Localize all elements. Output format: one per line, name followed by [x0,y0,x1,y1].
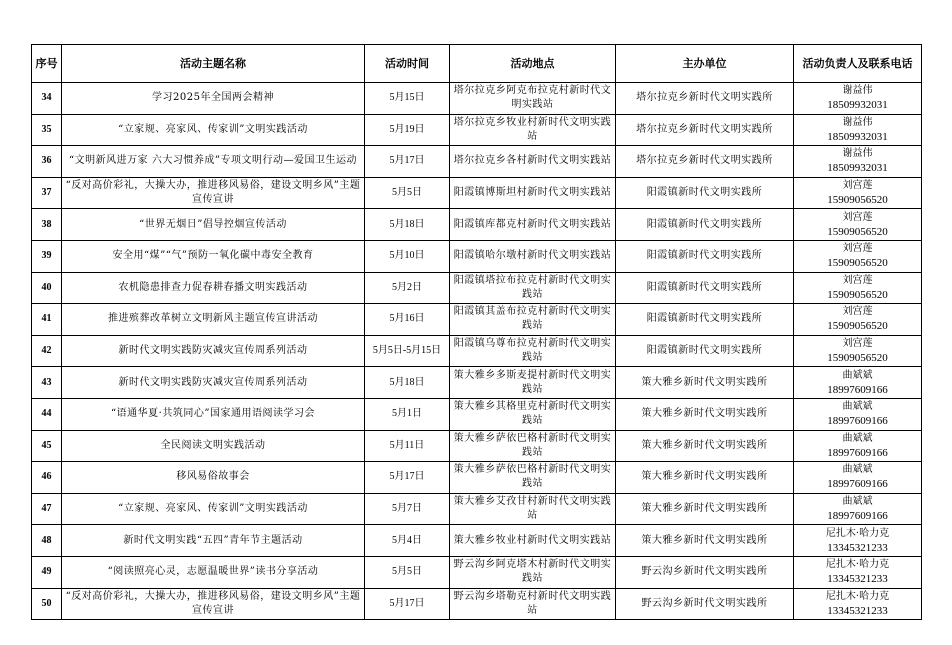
row-number: 35 [32,114,62,146]
activity-contact [794,272,922,304]
activity-location: 策大雅乡牧业村新时代文明实践站 [450,525,616,557]
activity-organizer: 阳霞镇新时代文明实践所 [616,304,794,336]
contact-person: 刘宫莲 [842,306,873,318]
row-number: 48 [32,525,62,557]
contact-person: 尼扎木·哈力克 [825,559,890,571]
activity-contact [794,177,922,209]
activity-organizer: 塔尔拉克乡新时代文明实践所 [616,114,794,146]
activity-theme: 新时代文明实践“五四”青年节主题活动 [62,525,365,557]
table-row [32,240,922,272]
activity-theme: 全民阅读文明实践活动 [62,430,365,462]
contact-phone: 18997609166 [827,510,888,523]
table-row [32,272,922,304]
contact-person: 谢益伟 [842,148,873,160]
row-number: 39 [32,240,62,272]
contact-phone: 18997609166 [827,446,888,459]
header-organizer: 主办单位 [616,45,794,83]
contact-phone: 18997609166 [827,478,888,491]
activity-contact [794,398,922,430]
contact-phone: 13345321233 [827,541,888,554]
table-row [32,367,922,399]
activity-time: 5月2日 [365,272,450,304]
contact-phone: 18509932031 [827,99,888,112]
contact-person: 刘宫莲 [842,274,873,286]
activity-theme: 推进殡葬改革树立文明新风主题宣传宣讲活动 [62,304,365,336]
activity-location: 野云沟乡塔勒克村新时代文明实践站 [450,588,616,620]
activity-theme: “世界无烟日”倡导控烟宣传活动 [62,209,365,241]
contact-phone: 15909056520 [827,257,888,270]
activity-time: 5月4日 [365,525,450,557]
activity-contact [794,114,922,146]
activity-theme: 学习2025年全国两会精神 [62,83,365,115]
activity-theme: “反对高价彩礼，大操大办，推进移风易俗，建设文明乡风”主题宣传宣讲 [62,177,365,209]
row-number: 44 [32,398,62,430]
contact-phone: 15909056520 [827,320,888,333]
activity-theme: 农机隐患排查力促春耕春播文明实践活动 [62,272,365,304]
activity-organizer: 野云沟乡新时代文明实践所 [616,556,794,588]
table-row [32,146,922,178]
contact-phone: 18509932031 [827,130,888,143]
row-number: 50 [32,588,62,620]
table-row [32,398,922,430]
activity-time: 5月17日 [365,588,450,620]
activity-time: 5月17日 [365,146,450,178]
activity-organizer: 塔尔拉克乡新时代文明实践所 [616,83,794,115]
table-row [32,304,922,336]
activity-location: 策大雅乡其格里克村新时代文明实践站 [450,398,616,430]
row-number: 34 [32,83,62,115]
contact-person: 刘宫莲 [842,243,873,255]
contact-person: 尼扎木·哈力克 [825,590,890,602]
activity-theme: “文明新风进万家 六大习惯养成”专项文明行动—爱国卫生运动 [62,146,365,178]
activity-theme: 新时代文明实践防灾减灾宣传周系列活动 [62,335,365,367]
activity-contact [794,335,922,367]
activity-location: 阳霞镇库都克村新时代文明实践站 [450,209,616,241]
activity-organizer: 策大雅乡新时代文明实践所 [616,430,794,462]
activity-theme: 安全用“煤”“气”预防一氧化碳中毒安全教育 [62,240,365,272]
table-row [32,588,922,620]
header-row [32,45,922,83]
activity-location: 阳霞镇其盖布拉克村新时代文明实践站 [450,304,616,336]
activity-organizer: 策大雅乡新时代文明实践所 [616,398,794,430]
row-number: 46 [32,462,62,494]
activity-time: 5月11日 [365,430,450,462]
table-row [32,493,922,525]
activity-contact [794,430,922,462]
activity-location: 阳霞镇乌尊布拉克村新时代文明实践站 [450,335,616,367]
activity-location: 野云沟乡阿克塔木村新时代文明实践站 [450,556,616,588]
activity-time: 5月18日 [365,367,450,399]
table-row [32,83,922,115]
row-number: 40 [32,272,62,304]
table-row [32,556,922,588]
row-number: 38 [32,209,62,241]
contact-person: 曲斌斌 [842,464,873,476]
activity-time: 5月10日 [365,240,450,272]
activity-contact [794,556,922,588]
row-number: 36 [32,146,62,178]
activity-theme: “立家规、亮家风、传家训”文明实践活动 [62,493,365,525]
contact-phone: 15909056520 [827,352,888,365]
activity-organizer: 策大雅乡新时代文明实践所 [616,525,794,557]
activity-location: 阳霞镇博斯坦村新时代文明实践站 [450,177,616,209]
activity-organizer: 塔尔拉克乡新时代文明实践所 [616,146,794,178]
contact-phone: 18997609166 [827,383,888,396]
contact-phone: 15909056520 [827,225,888,238]
contact-person: 曲斌斌 [842,401,873,413]
activity-time: 5月5日 [365,177,450,209]
table-row [32,209,922,241]
table-row [32,430,922,462]
activity-time: 5月5日 [365,556,450,588]
contact-phone: 15909056520 [827,194,888,207]
activity-organizer: 阳霞镇新时代文明实践所 [616,240,794,272]
activity-time: 5月17日 [365,462,450,494]
contact-phone: 13345321233 [827,604,888,617]
activity-theme: 新时代文明实践防灾减灾宣传周系列活动 [62,367,365,399]
activity-time: 5月7日 [365,493,450,525]
header-no: 序号 [32,45,62,83]
activity-location: 塔尔拉克乡阿克布拉克村新时代文明实践站 [450,83,616,115]
activity-contact [794,209,922,241]
activity-time: 5月1日 [365,398,450,430]
activity-location: 策大雅乡多斯麦提村新时代文明实践站 [450,367,616,399]
activity-location: 阳霞镇哈尔墩村新时代文明实践站 [450,240,616,272]
activity-organizer: 阳霞镇新时代文明实践所 [616,177,794,209]
table-header [32,45,922,83]
row-number: 49 [32,556,62,588]
activity-contact [794,146,922,178]
activity-contact [794,83,922,115]
row-number: 41 [32,304,62,336]
activity-location: 阳霞镇塔拉布拉克村新时代文明实践站 [450,272,616,304]
activity-organizer: 阳霞镇新时代文明实践所 [616,335,794,367]
contact-person: 刘宫莲 [842,180,873,192]
contact-phone: 13345321233 [827,573,888,586]
activity-location: 策大雅乡萨依巴格村新时代文明实践站 [450,462,616,494]
table-row [32,335,922,367]
header-contact: 活动负责人及联系电话 [794,45,922,83]
header-location: 活动地点 [450,45,616,83]
contact-person: 曲斌斌 [842,432,873,444]
activity-time: 5月15日 [365,83,450,115]
header-time: 活动时间 [365,45,450,83]
contact-person: 曲斌斌 [842,496,873,508]
contact-person: 谢益伟 [842,116,873,128]
activity-organizer: 策大雅乡新时代文明实践所 [616,462,794,494]
activity-time: 5月18日 [365,209,450,241]
activity-contact [794,304,922,336]
activity-theme: “立家规、亮家风、传家训”文明实践活动 [62,114,365,146]
activity-contact [794,525,922,557]
row-number: 42 [32,335,62,367]
activity-contact [794,367,922,399]
row-number: 47 [32,493,62,525]
activity-organizer: 阳霞镇新时代文明实践所 [616,209,794,241]
activity-time: 5月5日-5月15日 [365,335,450,367]
row-number: 45 [32,430,62,462]
activity-organizer: 策大雅乡新时代文明实践所 [616,367,794,399]
activity-location: 塔尔拉克乡牧业村新时代文明实践站 [450,114,616,146]
contact-phone: 18997609166 [827,415,888,428]
activity-organizer: 野云沟乡新时代文明实践所 [616,588,794,620]
activity-time: 5月19日 [365,114,450,146]
activity-contact [794,462,922,494]
table-row [32,525,922,557]
contact-person: 曲斌斌 [842,369,873,381]
activity-location: 策大雅乡艾孜甘村新时代文明实践站 [450,493,616,525]
contact-person: 刘宫莲 [842,338,873,350]
row-number: 37 [32,177,62,209]
activity-contact [794,588,922,620]
contact-person: 谢益伟 [842,85,873,97]
activity-time: 5月16日 [365,304,450,336]
contact-person: 刘宫莲 [842,211,873,223]
table-body [32,83,922,620]
contact-phone: 18509932031 [827,162,888,175]
row-number: 43 [32,367,62,399]
header-theme: 活动主题名称 [62,45,365,83]
contact-phone: 15909056520 [827,288,888,301]
activity-contact [794,493,922,525]
activity-theme: 移风易俗故事会 [62,462,365,494]
activity-organizer: 策大雅乡新时代文明实践所 [616,493,794,525]
activity-theme: “反对高价彩礼，大操大办，推进移风易俗，建设文明乡风”主题宣传宣讲 [62,588,365,620]
table-row [32,462,922,494]
activity-table [31,44,922,620]
activity-theme: “阅读照亮心灵，志愿温暖世界”读书分享活动 [62,556,365,588]
activity-contact [794,240,922,272]
table-row [32,177,922,209]
table-row [32,114,922,146]
contact-person: 尼扎木·哈力克 [825,527,890,539]
activity-theme: “语通华夏·共筑同心”国家通用语阅读学习会 [62,398,365,430]
activity-location: 策大雅乡萨依巴格村新时代文明实践站 [450,430,616,462]
activity-location: 塔尔拉克乡各村新时代文明实践站 [450,146,616,178]
activity-organizer: 阳霞镇新时代文明实践所 [616,272,794,304]
